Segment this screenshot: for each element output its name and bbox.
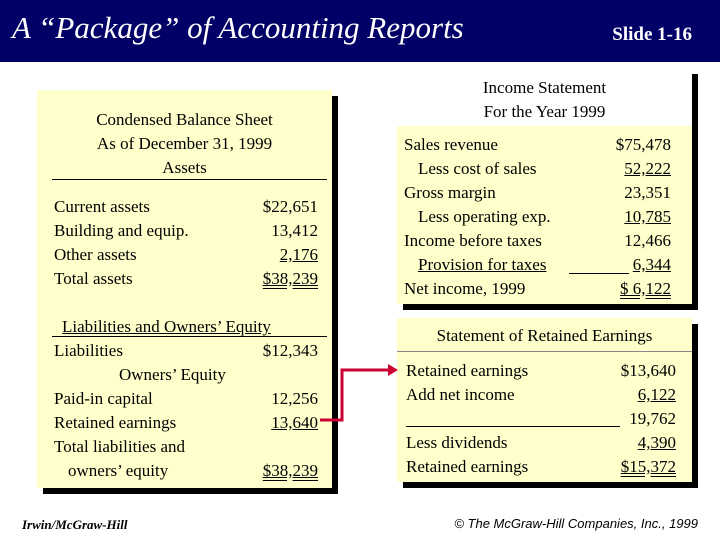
income-row-value: 23,351 [624, 183, 671, 202]
income-row-label: Sales revenue [404, 135, 498, 154]
net-income-label: Net income, 1999 [404, 279, 526, 298]
asset-label: Current assets [54, 197, 150, 216]
liabilities-label: Liabilities [54, 341, 123, 360]
slide-title: A “Package” of Accounting Reports [12, 10, 464, 45]
paid-in-label: Paid-in capital [54, 389, 153, 408]
income-statement-period: For the Year 1999 [483, 102, 606, 121]
income-row-label: Less operating exp. [418, 207, 551, 226]
total-liabilities-label: owners’ equity [68, 461, 169, 480]
income-row-label: Provision for taxes [418, 255, 547, 274]
total-liabilities-value: $38,239 [262, 461, 318, 480]
total-liabilities-label: Total liabilities and [54, 437, 186, 456]
ending-retained-value: $15,372 [620, 457, 676, 476]
balance-sheet-date: As of December 31, 1999 [96, 134, 273, 153]
total-assets-value: $38,239 [262, 269, 318, 288]
asset-label: Total assets [54, 269, 133, 288]
asset-label: Other assets [54, 245, 137, 264]
income-row-label: Income before taxes [404, 231, 542, 250]
income-row-value: 6,344 [632, 255, 671, 274]
footer-publisher: Irwin/McGraw-Hill [22, 517, 128, 532]
retained-row-label: Add net income [406, 385, 515, 404]
asset-value: 2,176 [279, 245, 318, 264]
paid-in-value: 12,256 [271, 389, 318, 408]
assets-heading: Assets [162, 158, 207, 177]
income-row-label: Gross margin [404, 183, 496, 202]
balance-sheet-title: Condensed Balance Sheet [96, 110, 273, 129]
retained-earnings-title: Statement of Retained Earnings [436, 326, 653, 345]
retained-row-value: 4,390 [637, 433, 676, 452]
retained-row-value: $13,640 [620, 361, 676, 380]
retained-row-value: 19,762 [629, 409, 676, 428]
income-row-value: 10,785 [624, 207, 671, 226]
retained-value: 13,640 [271, 413, 318, 432]
arrow-head [388, 364, 398, 376]
liabilities-value: $12,343 [262, 341, 318, 360]
owners-equity-heading: Owners’ Equity [119, 365, 226, 384]
retained-row-label: Retained earnings [406, 361, 529, 380]
asset-value: 13,412 [271, 221, 318, 240]
footer-copyright: © The McGraw-Hill Companies, Inc., 1999 [454, 516, 698, 531]
retained-label: Retained earnings [54, 413, 177, 432]
net-income-value: $ 6,122 [620, 279, 671, 298]
liabilities-equity-heading: Liabilities and Owners’ Equity [62, 317, 271, 336]
retained-row-value: 6,122 [637, 385, 676, 404]
slide-number: Slide 1-16 [612, 24, 692, 45]
income-row-value: $75,478 [615, 135, 671, 154]
retained-row-label: Less dividends [406, 433, 508, 452]
income-row-value: 52,222 [624, 159, 671, 178]
income-statement-title: Income Statement [482, 78, 607, 97]
retained-row-label: Retained earnings [406, 457, 529, 476]
asset-label: Building and equip. [54, 221, 189, 240]
arrow-line [320, 370, 392, 420]
income-row-label: Less cost of sales [418, 159, 537, 178]
asset-value: $22,651 [262, 197, 318, 216]
income-row-value: 12,466 [624, 231, 671, 250]
